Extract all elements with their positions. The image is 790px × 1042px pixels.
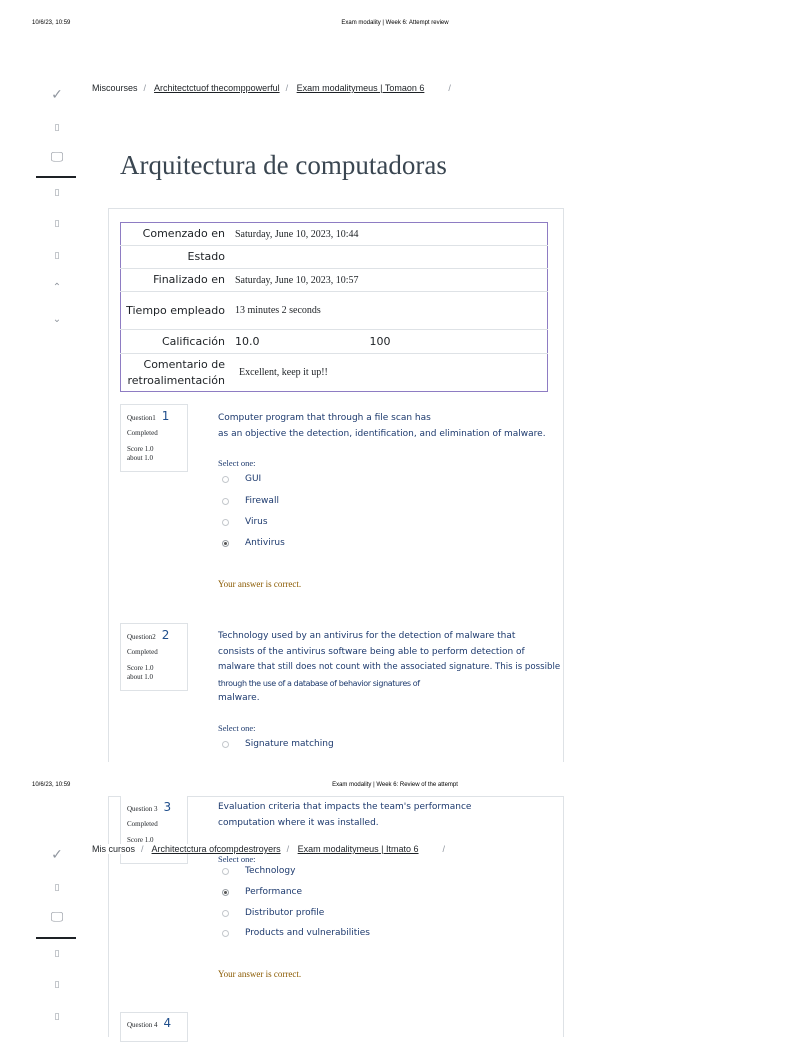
- nav-square-icon[interactable]: ▯: [54, 219, 60, 229]
- radio-button-checked[interactable]: [222, 889, 229, 896]
- radio-button[interactable]: [222, 476, 229, 483]
- question-text-line: Evaluation criteria that impacts the team's performance: [218, 802, 472, 812]
- feedback-value: Excellent, keep it up!!: [231, 354, 548, 392]
- question-text-line: malware.: [218, 693, 260, 703]
- question-label: Question 4: [127, 1021, 158, 1029]
- print-date: 10/6/23, 10:59: [32, 782, 71, 788]
- question-number: 3: [163, 800, 172, 814]
- active-indicator: [36, 176, 76, 178]
- question-text-1: [218, 411, 563, 442]
- print-title: Exam modality | Week 6: Review of the attempt: [332, 782, 458, 788]
- breadcrumb-home[interactable]: Miscourses: [92, 83, 138, 93]
- state-value: [231, 246, 548, 269]
- answer-option-selected[interactable]: [222, 538, 285, 548]
- question-text-line: malware that still does not count with the associated signature. This is possible: [218, 662, 561, 672]
- finished-value: Saturday, June 10, 2023, 10:57: [231, 269, 548, 292]
- time-taken-label: Tiempo empleado: [121, 292, 232, 330]
- finished-label: Finalizado en: [121, 269, 232, 292]
- state-label: Estado: [121, 246, 232, 269]
- page-title: Arquitectura de computadoras: [120, 150, 447, 180]
- question-number: 1: [161, 409, 170, 423]
- page-2: [0, 762, 768, 1030]
- breadcrumb: Miscourses / Architectctuof thecomppowerful / Exam modalitymeus | Tomaon 6 /: [92, 83, 451, 93]
- question-label: Question2: [127, 633, 156, 641]
- option-label: Firewall: [245, 496, 279, 506]
- feedback-label: Comentario de retroalimentación: [121, 354, 232, 392]
- select-one-label: Select one:: [218, 458, 256, 468]
- answer-option[interactable]: [222, 474, 261, 484]
- question-text-line: Technology used by an antivirus for the detection of malware that: [218, 631, 516, 641]
- started-label: Comenzado en: [142, 227, 225, 241]
- question-max-score: about 1.0: [127, 454, 154, 463]
- select-one-label: Select one:: [218, 854, 256, 864]
- question-score: Score 1.0: [127, 445, 154, 453]
- question-text-2: [218, 629, 563, 707]
- attempt-summary-table: [120, 222, 548, 392]
- question-label: Question1: [127, 414, 156, 422]
- question-score: Score 1.0: [127, 664, 154, 672]
- radio-button[interactable]: [222, 498, 229, 505]
- answer-option[interactable]: [222, 517, 268, 527]
- nav-square-icon[interactable]: ▯: [54, 949, 60, 959]
- question-info-2: [120, 623, 188, 691]
- question-text-3: [218, 800, 563, 831]
- question-text-line: as an objective the detection, identification, and elimination of malware.: [218, 428, 546, 439]
- answer-option[interactable]: [222, 496, 279, 506]
- nav-square-icon[interactable]: ▯: [54, 188, 60, 198]
- nav-square-icon[interactable]: ▯: [54, 1012, 60, 1022]
- monitor-icon[interactable]: 🖵: [50, 910, 64, 925]
- question-max-score: about 1.0: [127, 673, 154, 682]
- option-label: GUI: [245, 474, 262, 484]
- chevron-up-icon[interactable]: ⌃: [52, 282, 62, 293]
- question-score: Score 1.0: [127, 836, 154, 844]
- chevron-down-icon[interactable]: ⌄: [52, 314, 62, 325]
- question-state: Completed: [127, 648, 158, 656]
- option-label: Virus: [245, 517, 268, 527]
- question-number: 4: [163, 1016, 172, 1030]
- breadcrumb-section[interactable]: Exam modalitymeus | Tomaon 6: [296, 83, 425, 93]
- grade-label: Calificación: [121, 330, 232, 354]
- grade-value: 10.0: [235, 335, 260, 348]
- breadcrumb-section[interactable]: Exam modalitymeus | Itmato 6: [297, 844, 419, 854]
- check-icon[interactable]: ✓: [51, 87, 63, 103]
- answer-option-selected[interactable]: [222, 887, 302, 897]
- question-info-1: [120, 404, 188, 472]
- option-label: Technology: [245, 866, 296, 876]
- radio-button[interactable]: [222, 930, 229, 937]
- radio-button[interactable]: [222, 910, 229, 917]
- breadcrumb-home[interactable]: Mis cursos: [92, 844, 136, 854]
- radio-button[interactable]: [222, 741, 229, 748]
- print-title: Exam modality | Week 6: Attempt review: [341, 20, 449, 26]
- option-label: Products and vulnerabilities: [245, 928, 370, 938]
- answer-feedback: Your answer is correct.: [218, 969, 302, 979]
- grade-max: 100: [369, 335, 391, 348]
- question-text-line: consists of the antivirus software being able to perform detection of: [218, 646, 525, 657]
- nav-square-icon[interactable]: ▯: [54, 883, 60, 893]
- check-icon[interactable]: ✓: [51, 847, 63, 863]
- question-text-line: Computer program that through a file scan has: [218, 413, 431, 423]
- nav-square-icon[interactable]: ▯: [54, 251, 60, 261]
- radio-button[interactable]: [222, 519, 229, 526]
- active-indicator: [36, 937, 76, 939]
- print-date: 10/6/23, 10:59: [32, 20, 71, 26]
- question-label: Question 3: [127, 805, 158, 813]
- question-number: 2: [161, 628, 170, 642]
- answer-feedback: Your answer is correct.: [218, 579, 302, 589]
- option-label: Distributor profile: [245, 908, 325, 918]
- breadcrumb-course[interactable]: Architectctuof thecomppowerful: [154, 83, 280, 93]
- question-text-line: through the use of a database of behavior signatures of: [218, 678, 420, 688]
- radio-button-checked[interactable]: [222, 540, 229, 547]
- monitor-icon[interactable]: 🖵: [50, 150, 64, 165]
- nav-square-icon[interactable]: ▯: [54, 123, 60, 133]
- answer-option[interactable]: [222, 908, 324, 918]
- option-label: Antivirus: [245, 538, 285, 548]
- option-label: Signature matching: [245, 739, 334, 749]
- question-info-4: [120, 1012, 188, 1042]
- breadcrumb-course[interactable]: Architectctura ofcompdestroyers: [151, 844, 281, 854]
- question-text-line: computation where it was installed.: [218, 817, 379, 828]
- nav-square-icon[interactable]: ▯: [54, 980, 60, 990]
- select-one-label: Select one:: [218, 723, 256, 733]
- option-label: Performance: [245, 887, 303, 897]
- answer-option[interactable]: [222, 928, 370, 938]
- answer-option[interactable]: [222, 739, 334, 749]
- question-state: Completed: [127, 820, 158, 828]
- question-state: Completed: [127, 429, 158, 437]
- breadcrumb: Mis cursos / Architectctura ofcompdestroyers / Exam modalitymeus | Itmato 6 /: [92, 844, 451, 854]
- answer-option[interactable]: [222, 866, 295, 876]
- started-value: Saturday, June 10, 2023, 10:44: [235, 228, 359, 240]
- radio-button[interactable]: [222, 868, 229, 875]
- time-taken-value: 13 minutes 2 seconds: [231, 292, 548, 330]
